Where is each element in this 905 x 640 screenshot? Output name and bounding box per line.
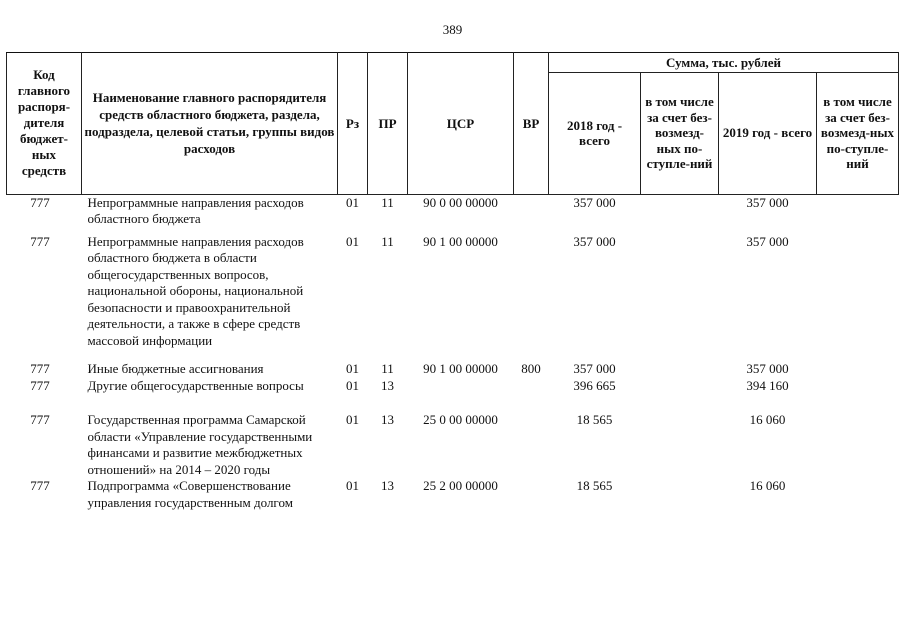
cell-rz: 01 [346,412,359,427]
cell-rz: 01 [346,377,359,393]
cell-code: 777 [30,478,50,493]
cell-vr [514,478,549,511]
cell-2018-gratis [641,361,719,378]
cell-2019-total: 16 060 [749,478,786,493]
header-pr: ПР [368,53,408,195]
table-row [7,412,899,478]
cell-code: 777 [30,361,50,376]
cell-csr [408,378,514,395]
cell-2019-total: 16 060 [749,412,786,427]
table-header [7,53,899,195]
cell-2018-gratis [641,478,719,511]
cell-csr: 90 1 00 00000 [423,233,498,249]
cell-name: Подпрограмма «Совершенствование управления государственным долгом [87,478,293,510]
cell-pr: 13 [381,377,394,393]
cell-name: Непрограммные направления расходов областного бюджета [87,194,304,226]
cell-2019-gratis [817,194,899,228]
cell-2019-gratis [817,478,899,511]
table-row [7,234,899,350]
cell-2018-gratis [641,194,719,228]
cell-code: 777 [30,233,50,249]
cell-code: 777 [30,194,50,210]
table-row [7,194,899,228]
cell-2019-total: 357 000 [746,233,789,249]
cell-2018-total: 396 665 [573,377,616,393]
table-row [7,478,899,511]
row-spacer [7,349,899,361]
cell-pr: 11 [381,361,394,376]
header-2019-total: 2019 год - всего [719,72,817,194]
cell-csr: 90 0 00 00000 [423,194,498,210]
cell-2018-total: 357 000 [573,361,616,376]
cell-vr [514,194,549,228]
cell-csr: 25 2 00 00000 [423,478,498,493]
budget-table [6,52,899,511]
table-row [7,361,899,378]
cell-2018-total: 357 000 [573,194,616,210]
cell-pr: 11 [381,194,394,210]
header-2018-gratis: в том числе за счет без-возмезд-ных по-ступле-ний [641,72,719,194]
cell-2019-gratis [817,378,899,395]
cell-name: Государственная программа Самарской области «Управление государственными финансами и развитие межбюджетных отношений» на 2014 – 2020 годы [87,412,313,477]
cell-2019-total: 357 000 [746,361,789,376]
cell-2019-total: 357 000 [746,194,789,210]
header-sum: Сумма, тыс. рублей [549,53,899,73]
cell-rz: 01 [346,361,359,376]
cell-2018-gratis [641,234,719,350]
cell-2019-gratis [817,234,899,350]
header-rz: Рз [338,53,368,195]
header-csr: ЦСР [408,53,514,195]
cell-pr: 11 [381,233,394,249]
cell-2019-total: 394 160 [746,377,789,393]
cell-2019-gratis [817,361,899,378]
cell-rz: 01 [346,478,359,493]
cell-csr: 25 0 00 00000 [423,412,498,427]
cell-pr: 13 [381,478,394,493]
cell-name: Иные бюджетные ассигнования [87,361,264,376]
table-row [7,378,899,395]
page-number: 389 [442,22,463,37]
cell-2018-total: 18 565 [576,412,613,427]
cell-2018-gratis [641,378,719,395]
cell-2018-total: 357 000 [573,233,616,249]
header-vr: ВР [514,53,549,195]
cell-rz: 01 [346,233,359,249]
cell-vr: 800 [521,361,541,376]
cell-vr [514,234,549,350]
header-2018-total: 2018 год - всего [549,72,641,194]
header-2019-gratis: в том числе за счет без-возмезд-ных по-ступле-ний [817,72,899,194]
row-spacer [7,394,899,412]
table-body [7,194,899,511]
cell-2019-gratis [817,412,899,478]
cell-name: Непрограммные направления расходов областного бюджета в области общегосударственных вопросов, национальной обороны, национальной безопасности и правоохранительной деятельности, а также в сфере средств массовой информации [87,233,304,348]
cell-rz: 01 [346,194,359,210]
cell-csr: 90 1 00 00000 [423,361,498,376]
cell-pr: 13 [381,412,394,427]
cell-2018-gratis [641,412,719,478]
header-code: Код главного распоря-дителя бюджет-ных средств [7,53,82,195]
header-name: Наименование главного распорядителя средств областного бюджета, раздела, подраздела, целевой статьи, группы видов расходов [82,53,338,195]
cell-vr [514,412,549,478]
cell-code: 777 [30,377,50,393]
cell-2018-total: 18 565 [576,478,613,493]
cell-vr [514,378,549,395]
cell-code: 777 [30,412,50,427]
cell-name: Другие общегосударственные вопросы [87,377,304,393]
